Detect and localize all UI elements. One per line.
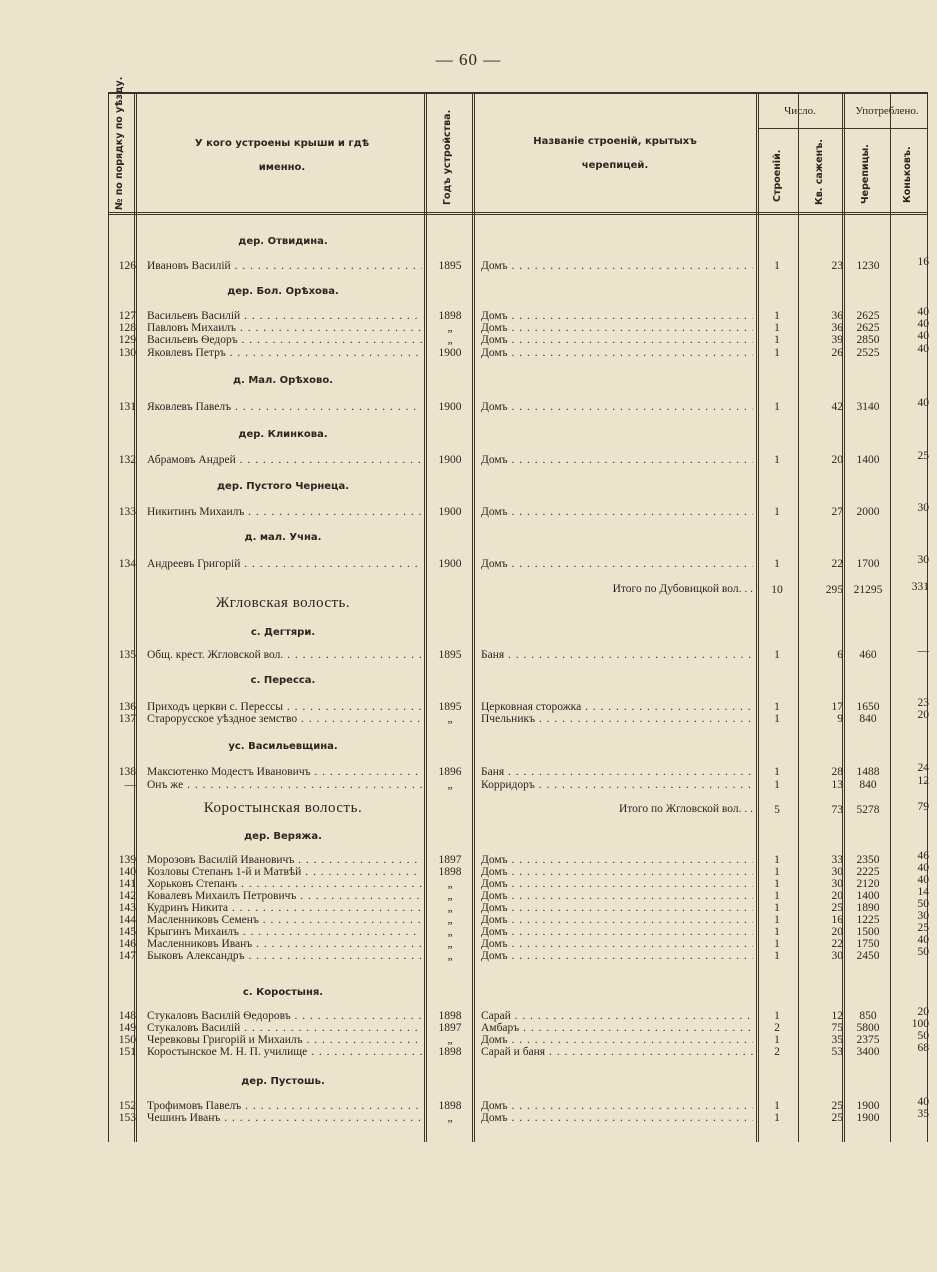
row-number: 149 [118, 1022, 136, 1034]
total-ridges: 79 [917, 801, 929, 813]
year: 1896 [438, 766, 462, 778]
sq-sazhen: 12 [831, 1010, 843, 1022]
row-number: 137 [118, 713, 136, 725]
owner-name: Павловъ Михаилъ . . . [147, 321, 422, 335]
row-number: 138 [118, 766, 136, 778]
count: 1 [774, 506, 780, 518]
building: Домъ . . . [481, 309, 753, 323]
owner-name: Стукаловъ Василiй Ѳедоровъ . . . [147, 1009, 422, 1023]
count: 1 [774, 878, 780, 890]
year: 1895 [438, 649, 462, 661]
building: Домъ . . . [481, 949, 753, 963]
tiles: 840 [859, 713, 877, 725]
sq-sazhen: 30 [831, 950, 843, 962]
tiles: 1400 [856, 454, 880, 466]
building: Баня . . . [481, 648, 753, 662]
owner-name: Максютенко Модестъ Ивановичъ . . . [147, 765, 422, 779]
building: Домъ . . . [481, 259, 753, 273]
building: Пчельникъ . . . [481, 712, 753, 726]
row-number: 148 [118, 1010, 136, 1022]
sq-sazhen: 20 [831, 890, 843, 902]
building: Домъ . . . [481, 453, 753, 467]
tiles: 1225 [856, 914, 880, 926]
table-row [0, 330, 937, 347]
row-number: 150 [118, 1034, 136, 1046]
tiles: 1650 [856, 701, 880, 713]
year: 1898 [438, 1046, 462, 1058]
owner-name: Абрамовъ Андрей . . . [147, 453, 422, 467]
year: „ [447, 926, 453, 938]
ridges: — [917, 645, 929, 657]
building: Домъ . . . [481, 1099, 753, 1113]
year: 1900 [438, 347, 462, 359]
owner-name: Коростынское М. Н. П. училище . . . [147, 1045, 422, 1059]
total-sq: 73 [831, 804, 843, 816]
row-number: 131 [118, 401, 136, 413]
ridges: 40 [917, 306, 929, 318]
table-row [0, 709, 937, 726]
owner-name: Общ. крест. Жгловской вол. . . . [147, 648, 422, 662]
header-count: Строенiй. [772, 149, 783, 202]
ridges: 12 [917, 775, 929, 787]
village-heading: дер. Пустошь. [241, 1076, 325, 1087]
building: Домъ . . . [481, 400, 753, 414]
row-number: 140 [118, 866, 136, 878]
count: 1 [774, 1100, 780, 1112]
ridges: 23 [917, 697, 929, 709]
count: 1 [774, 779, 780, 791]
row-number: 143 [118, 902, 136, 914]
building: Домъ . . . [481, 925, 753, 939]
sq-sazhen: 6 [837, 649, 843, 661]
tiles: 840 [859, 779, 877, 791]
count: 1 [774, 713, 780, 725]
count: 1 [774, 322, 780, 334]
year: „ [447, 1034, 453, 1046]
ridges: 40 [917, 934, 929, 946]
table-row [0, 343, 937, 360]
total-row [0, 803, 937, 817]
row-number: 129 [118, 334, 136, 346]
ridges: 25 [917, 922, 929, 934]
header-year: Годъ устройства. [442, 109, 453, 205]
row-number: 152 [118, 1100, 136, 1112]
tiles: 850 [859, 1010, 877, 1022]
row-number: — [124, 779, 136, 791]
tiles: 1488 [856, 766, 880, 778]
tiles: 2525 [856, 347, 880, 359]
ridges: 100 [911, 1018, 929, 1030]
ridges: 40 [917, 343, 929, 355]
building: Домъ . . . [481, 346, 753, 360]
building: Домъ . . . [481, 865, 753, 879]
building: Домъ . . . [481, 557, 753, 571]
header-used-group: Употреблено. [855, 105, 919, 117]
count: 1 [774, 454, 780, 466]
header-sq: Кв. саженъ. [814, 139, 825, 205]
row-number: 144 [118, 914, 136, 926]
table-row [0, 775, 937, 792]
total-ridges: 331 [911, 581, 929, 593]
header-count-group: Число. [784, 105, 816, 117]
row-number: 145 [118, 926, 136, 938]
table-row [0, 762, 937, 779]
row-number: 132 [118, 454, 136, 466]
village-heading: с. Коростыня. [242, 987, 324, 998]
row-number: 142 [118, 890, 136, 902]
village-heading: д. Мал. Орѣхово. [233, 375, 333, 386]
building: Домъ . . . [481, 505, 753, 519]
building: Домъ . . . [481, 901, 753, 915]
village-heading: с. Дегтяри. [250, 627, 316, 638]
building: Сарай . . . [481, 1009, 753, 1023]
owner-name: Приходъ церкви с. Перессы . . . [147, 700, 422, 714]
total-sq: 295 [825, 584, 843, 596]
building: Домъ . . . [481, 877, 753, 891]
owner-name: Быковъ Александръ . . . [147, 949, 422, 963]
sq-sazhen: 16 [831, 914, 843, 926]
year: „ [447, 1112, 453, 1124]
building: Амбаръ . . . [481, 1021, 753, 1035]
building: Церковная сторожка . . . [481, 700, 753, 714]
owner-name: Крыгинъ Михаилъ . . . [147, 925, 422, 939]
building: Домъ . . . [481, 913, 753, 927]
page-number: — 60 — [435, 50, 502, 69]
sq-sazhen: 28 [831, 766, 843, 778]
sq-sazhen: 33 [831, 854, 843, 866]
sq-sazhen: 26 [831, 347, 843, 359]
count: 1 [774, 914, 780, 926]
total-tiles: 21295 [853, 584, 883, 596]
count: 1 [774, 347, 780, 359]
ridges: 46 [917, 850, 929, 862]
ridges: 16 [917, 256, 929, 268]
sq-sazhen: 36 [831, 322, 843, 334]
owner-name: Масленниковъ Иванъ . . . [147, 937, 422, 951]
ridges: 68 [917, 1042, 929, 1054]
row-number: 128 [118, 322, 136, 334]
year: 1900 [438, 401, 462, 413]
tiles: 3140 [856, 401, 880, 413]
count: 1 [774, 766, 780, 778]
village-heading: дер. Отвидина. [238, 236, 328, 247]
table-row [0, 1042, 937, 1059]
ridges: 40 [917, 318, 929, 330]
count: 1 [774, 260, 780, 272]
building: Сарай и баня . . . [481, 1045, 753, 1059]
table-row [0, 397, 937, 414]
table-row [0, 1108, 937, 1125]
year: 1898 [438, 866, 462, 878]
ridges: 40 [917, 874, 929, 886]
ridges: 40 [917, 397, 929, 409]
owner-name: Стукаловъ Василiй . . . [147, 1021, 422, 1035]
volost-heading: Коростынская волость. [203, 800, 363, 816]
sq-sazhen: 27 [831, 506, 843, 518]
tiles: 1900 [856, 1112, 880, 1124]
owner-name: Андреевъ Григорiй . . . [147, 557, 422, 571]
sq-sazhen: 25 [831, 1100, 843, 1112]
row-number: 127 [118, 310, 136, 322]
sq-sazhen: 30 [831, 878, 843, 890]
building: Домъ . . . [481, 333, 753, 347]
sq-sazhen: 35 [831, 1034, 843, 1046]
year: „ [447, 902, 453, 914]
ridges: 30 [917, 554, 929, 566]
count: 1 [774, 890, 780, 902]
owner-name: Васильевъ Ѳедоръ . . . [147, 333, 422, 347]
owner-name: Никитинъ Михаилъ . . . [147, 505, 422, 519]
building: Домъ . . . [481, 1033, 753, 1047]
table-row [0, 645, 937, 662]
year: „ [447, 878, 453, 890]
village-heading: д. мал. Учна. [244, 532, 322, 543]
year: 1898 [438, 1010, 462, 1022]
sq-sazhen: 20 [831, 454, 843, 466]
owner-name: Онъ же . . . [147, 778, 422, 792]
tiles: 2350 [856, 854, 880, 866]
year: 1900 [438, 558, 462, 570]
total-label: Итого по Жгловской вол. . . [618, 803, 753, 815]
count: 2 [774, 1022, 780, 1034]
header-tiles: Черепицы. [860, 144, 871, 204]
ridges: 25 [917, 450, 929, 462]
year: „ [447, 334, 453, 346]
count: 1 [774, 1010, 780, 1022]
building: Домъ . . . [481, 889, 753, 903]
village-heading: дер. Бол. Орѣхова. [227, 286, 339, 297]
owner-name: Масленниковъ Семенъ . . . [147, 913, 422, 927]
header-owner: У кого устроены крыши и гдѣ именно. [194, 138, 370, 173]
count: 1 [774, 701, 780, 713]
total-tiles: 5278 [856, 804, 880, 816]
count: 1 [774, 950, 780, 962]
count: 1 [774, 649, 780, 661]
count: 1 [774, 938, 780, 950]
table-row [0, 502, 937, 519]
tiles: 3400 [856, 1046, 880, 1058]
building: Домъ . . . [481, 1111, 753, 1125]
tiles: 2850 [856, 334, 880, 346]
sq-sazhen: 25 [831, 902, 843, 914]
year: 1895 [438, 260, 462, 272]
year: 1897 [438, 854, 462, 866]
tiles: 2625 [856, 322, 880, 334]
ridges: 20 [917, 1006, 929, 1018]
total-label: Итого по Дубовицкой вол. . . [612, 583, 753, 595]
row-number: 146 [118, 938, 136, 950]
table-row [0, 946, 937, 963]
count: 2 [774, 1046, 780, 1058]
year: 1898 [438, 310, 462, 322]
count: 1 [774, 902, 780, 914]
volost-heading: Жгловская волость. [215, 595, 351, 611]
owner-name: Ивановъ Василiй . . . [147, 259, 422, 273]
owner-name: Ковалевъ Михаилъ Петровичъ . . . [147, 889, 422, 903]
row-number: 133 [118, 506, 136, 518]
tiles: 460 [859, 649, 877, 661]
ridges: 40 [917, 1096, 929, 1108]
owner-name: Васильевъ Василiй . . . [147, 309, 422, 323]
ridges: 30 [917, 910, 929, 922]
row-number: 147 [118, 950, 136, 962]
row-number: 136 [118, 701, 136, 713]
ridges: 30 [917, 502, 929, 514]
count: 1 [774, 1112, 780, 1124]
tiles: 2375 [856, 1034, 880, 1046]
building: Корридоръ . . . [481, 778, 753, 792]
row-number: 130 [118, 347, 136, 359]
table-row [0, 450, 937, 467]
sq-sazhen: 53 [831, 1046, 843, 1058]
ridges: 50 [917, 1030, 929, 1042]
ridges: 40 [917, 330, 929, 342]
ridges: 50 [917, 946, 929, 958]
sq-sazhen: 36 [831, 310, 843, 322]
sq-sazhen: 20 [831, 926, 843, 938]
table-row [0, 256, 937, 273]
sq-sazhen: 17 [831, 701, 843, 713]
year: 1898 [438, 1100, 462, 1112]
year: „ [447, 322, 453, 334]
tiles: 1400 [856, 890, 880, 902]
sq-sazhen: 22 [831, 558, 843, 570]
year: 1900 [438, 454, 462, 466]
count: 1 [774, 866, 780, 878]
row-number: 134 [118, 558, 136, 570]
tiles: 2450 [856, 950, 880, 962]
village-heading: с. Пересса. [250, 675, 316, 686]
owner-name: Черевковы Григорiй и Михаилъ . . . [147, 1033, 422, 1047]
owner-name: Кудринъ Никита . . . [147, 901, 422, 915]
sq-sazhen: 25 [831, 1112, 843, 1124]
ridges: 20 [917, 709, 929, 721]
total-count: 10 [771, 584, 783, 596]
sq-sazhen: 75 [831, 1022, 843, 1034]
owner-name: Старорусское уѣздное земство . . . [147, 712, 422, 726]
table-row [0, 554, 937, 571]
owner-name: Яковлевъ Петръ . . . [147, 346, 422, 360]
village-heading: дер. Веряжа. [244, 831, 322, 842]
sq-sazhen: 23 [831, 260, 843, 272]
owner-name: Козловы Степанъ 1-й и Матвѣй . . . [147, 865, 422, 879]
sq-sazhen: 30 [831, 866, 843, 878]
building: Баня . . . [481, 765, 753, 779]
tiles: 5800 [856, 1022, 880, 1034]
header-ridges: Коньковъ. [902, 146, 913, 203]
year: „ [447, 938, 453, 950]
village-heading: дер. Клинкова. [238, 429, 328, 440]
ridges: 50 [917, 898, 929, 910]
tiles: 2225 [856, 866, 880, 878]
village-heading: дер. Пустого Чернеца. [216, 481, 350, 492]
ridges: 24 [917, 762, 929, 774]
count: 1 [774, 558, 780, 570]
year: „ [447, 713, 453, 725]
sq-sazhen: 13 [831, 779, 843, 791]
owner-name: Морозовъ Василiй Ивановичъ . . . [147, 853, 422, 867]
tiles: 1230 [856, 260, 880, 272]
count: 1 [774, 310, 780, 322]
sq-sazhen: 42 [831, 401, 843, 413]
count: 1 [774, 926, 780, 938]
sq-sazhen: 39 [831, 334, 843, 346]
year: 1900 [438, 506, 462, 518]
header-num: № по порядку по уѣзду. [114, 76, 125, 210]
total-count: 5 [774, 804, 780, 816]
row-number: 135 [118, 649, 136, 661]
building: Домъ . . . [481, 321, 753, 335]
row-number: 141 [118, 878, 136, 890]
owner-name: Трофимовъ Павелъ . . . [147, 1099, 422, 1113]
building: Домъ . . . [481, 853, 753, 867]
count: 1 [774, 334, 780, 346]
year: 1897 [438, 1022, 462, 1034]
ridges: 40 [917, 862, 929, 874]
sq-sazhen: 9 [837, 713, 843, 725]
row-number: 153 [118, 1112, 136, 1124]
row-number: 126 [118, 260, 136, 272]
tiles: 1890 [856, 902, 880, 914]
count: 1 [774, 401, 780, 413]
year: „ [447, 950, 453, 962]
owner-name: Чешинъ Иванъ . . . [147, 1111, 422, 1125]
tiles: 1500 [856, 926, 880, 938]
year: „ [447, 890, 453, 902]
year: „ [447, 914, 453, 926]
year: „ [447, 779, 453, 791]
tiles: 2000 [856, 506, 880, 518]
year: 1895 [438, 701, 462, 713]
tiles: 1750 [856, 938, 880, 950]
building: Домъ . . . [481, 937, 753, 951]
tiles: 1700 [856, 558, 880, 570]
sq-sazhen: 22 [831, 938, 843, 950]
owner-name: Хорьковъ Степанъ . . . [147, 877, 422, 891]
tiles: 2120 [856, 878, 880, 890]
count: 1 [774, 854, 780, 866]
tiles: 2625 [856, 310, 880, 322]
tiles: 1900 [856, 1100, 880, 1112]
ridges: 14 [917, 886, 929, 898]
village-heading: ус. Васильевщина. [228, 741, 338, 752]
row-number: 139 [118, 854, 136, 866]
header-building: Названiе строенiй, крытыхъ черепицей. [533, 136, 697, 171]
owner-name: Яковлевъ Павелъ . . . [147, 400, 422, 414]
row-number: 151 [118, 1046, 136, 1058]
ridges: 35 [917, 1108, 929, 1120]
count: 1 [774, 1034, 780, 1046]
